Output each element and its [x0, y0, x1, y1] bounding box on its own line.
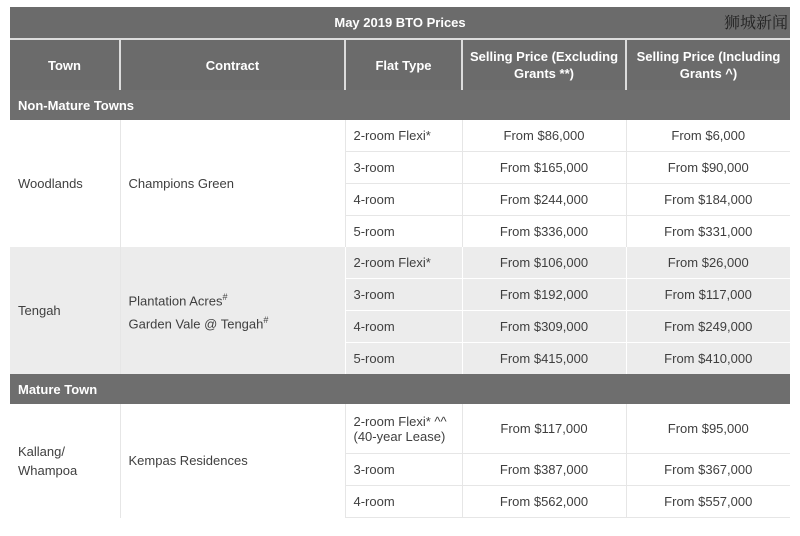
- hash-mark: #: [263, 314, 269, 325]
- price-including-cell: From $6,000: [626, 120, 790, 152]
- price-excluding-cell: From $165,000: [462, 152, 626, 184]
- header-town: Town: [10, 39, 120, 90]
- header-selling-price-excluding: Selling Price (Excluding Grants **): [462, 39, 626, 90]
- flat-type-cell: [345, 404, 462, 454]
- contract-name: Garden Vale @ Tengah: [128, 315, 264, 331]
- table-row: [10, 120, 790, 152]
- price-excluding-cell: From $117,000: [462, 404, 626, 454]
- header-selling-price-including: Selling Price (Including Grants ^): [626, 39, 790, 90]
- contract-cell: Kempas Residences: [120, 404, 345, 518]
- price-including-cell: From $367,000: [626, 454, 790, 486]
- price-excluding-cell: From $387,000: [462, 454, 626, 486]
- price-excluding-cell: From $106,000: [462, 247, 626, 279]
- price-excluding-cell: From $562,000: [462, 486, 626, 518]
- price-including-cell: From $26,000: [626, 247, 790, 279]
- flat-type-cell: 3-room: [345, 279, 462, 311]
- price-including-cell: From $117,000: [626, 279, 790, 311]
- contract-cell: [120, 247, 345, 374]
- flat-type-cell: 4-room: [345, 486, 462, 518]
- town-cell: Tengah: [10, 247, 120, 374]
- flat-type-cell: 4-room: [345, 311, 462, 343]
- price-excluding-cell: From $244,000: [462, 184, 626, 216]
- header-flat-type: Flat Type: [345, 39, 462, 90]
- flat-type-cell: 3-room: [345, 152, 462, 184]
- price-including-cell: From $557,000: [626, 486, 790, 518]
- table-row: [10, 247, 790, 279]
- price-excluding-cell: From $86,000: [462, 120, 626, 152]
- price-excluding-cell: From $415,000: [462, 343, 626, 375]
- flat-type-cell: 5-room: [345, 343, 462, 375]
- price-excluding-cell: From $336,000: [462, 216, 626, 248]
- hash-mark: #: [222, 292, 228, 303]
- section-mature-town: Mature Town: [10, 374, 790, 404]
- town-cell: [10, 404, 120, 518]
- table-title: May 2019 BTO Prices: [10, 7, 790, 39]
- town-name-line: Whampoa: [18, 462, 78, 478]
- contract-name: Plantation Acres: [128, 293, 223, 309]
- watermark-logo: 狮城新闻: [723, 13, 788, 32]
- price-including-cell: From $249,000: [626, 311, 790, 343]
- price-including-cell: From $410,000: [626, 343, 790, 375]
- price-excluding-cell: From $309,000: [462, 311, 626, 343]
- flat-type-line: 2-room Flexi* ^^: [353, 413, 447, 429]
- price-including-cell: From $90,000: [626, 152, 790, 184]
- flat-type-cell: 5-room: [345, 216, 462, 248]
- price-including-cell: From $95,000: [626, 404, 790, 454]
- town-name-line: Kallang/: [18, 443, 65, 459]
- table-row: [10, 404, 790, 454]
- flat-type-cell: 2-room Flexi*: [345, 120, 462, 152]
- price-including-cell: From $184,000: [626, 184, 790, 216]
- flat-type-line: (40-year Lease): [353, 428, 446, 444]
- section-non-mature-towns: Non-Mature Towns: [10, 90, 790, 120]
- flat-type-cell: 2-room Flexi*: [345, 247, 462, 279]
- town-cell: Woodlands: [10, 120, 120, 247]
- price-excluding-cell: From $192,000: [462, 279, 626, 311]
- flat-type-cell: 4-room: [345, 184, 462, 216]
- price-including-cell: From $331,000: [626, 216, 790, 248]
- contract-cell: Champions Green: [120, 120, 345, 247]
- flat-type-cell: 3-room: [345, 454, 462, 486]
- bto-prices-table: [10, 7, 790, 518]
- header-contract: Contract: [120, 39, 345, 90]
- bto-prices-table-container: [10, 7, 790, 518]
